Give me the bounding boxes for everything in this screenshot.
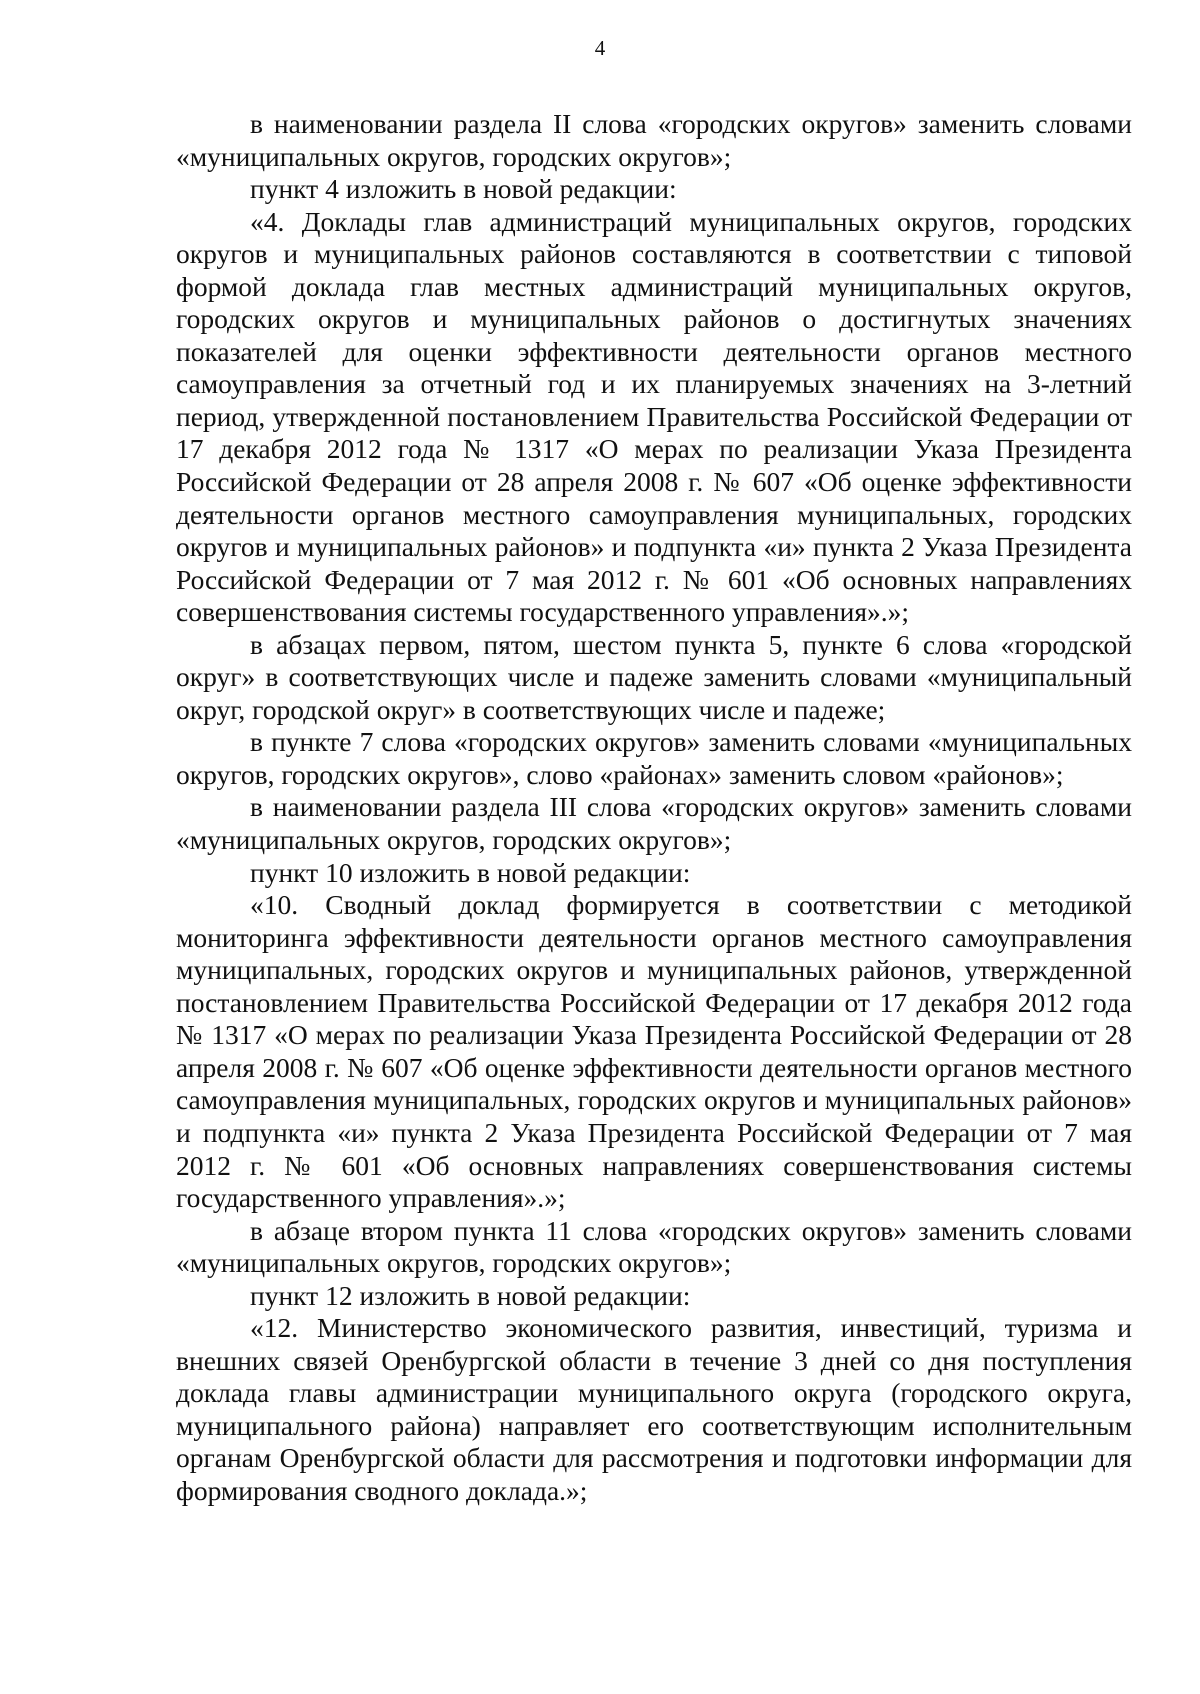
paragraph-point-7: в пункте 7 слова «городских округов» заменить словами «муниципальных округов, городских округов», слово «районах» заменить словом «районов»; [176, 726, 1132, 790]
paragraph-point-12-intro: пункт 12 изложить в новой редакции: [250, 1279, 691, 1311]
paragraph-point-4-text: «4. Доклады глав администраций муниципальных округов, городских округов и муниципальных районов составляются в соответствии с типовой формой доклада глав местных администраций муниципальных округов, городских округов и муниципальных районов о достигнутых значениях показателей для оценки эффективности деятельности органов местного самоуправления за отчетный год и их планируемых значениях на 3-летний период, утвержденной постановлением Правительства Российской Федерации от 17 декабря 2012 года № 1317 «О мерах по реализации Указа Президента Российской Федерации от 28 апреля 2008 г. № 607 «Об оценке эффективности деятельности органов местного самоуправления муниципальных, городских округов и муниципальных районов» и подпункта «и» пункта 2 Указа Президента Российской Федерации от 7 мая 2012 г. № 601 «Об основных направлениях совершенствования системы государственного управления».»; [176, 205, 1132, 628]
paragraph-point-12-text: «12. Министерство экономического развития, инвестиций, туризма и внешних связей Оренбургской области в течение 3 дней со дня поступления доклада главы администрации муниципального округа (городского округа, муниципального района) направляет его соответствующим исполнительным органам Оренбургской области для рассмотрения и подготовки информации для формирования сводного доклада.»; [176, 1312, 1132, 1506]
paragraph-point-10-text: «10. Сводный доклад формируется в соответствии с методикой мониторинга эффективности деятельности органов местного самоуправления муниципальных, городских округов и муниципальных районов, утвержденной постановлением Правительства Российской Федерации от 17 декабря 2012 года № 1317 «О мерах по реализации Указа Президента Российской Федерации от 28 апреля 2008 г. № 607 «Об оценке эффективности деятельности органов местного самоуправления муниципальных, городских округов и муниципальных районов» и подпункта «и» пункта 2 Указа Президента Российской Федерации от 7 мая 2012 г. № 601 «Об основных направлениях совершенствования системы государственного управления».»; [176, 889, 1132, 1214]
page-number: 4 [594, 36, 606, 60]
paragraph-section-iii-title: в наименовании раздела III слова «городских округов» заменить словами «муниципальных округов, городских округов»; [176, 791, 1132, 856]
paragraph-section-ii-title: в наименовании раздела II слова «городских округов» заменить словами «муниципальных округов, городских округов»; [176, 108, 1132, 172]
paragraph-point-10-intro: пункт 10 изложить в новой редакции: [250, 856, 691, 888]
document-body [176, 108, 1132, 1508]
paragraph-point-4-intro: пункт 4 изложить в новой редакции: [250, 173, 677, 205]
paragraph-point-11: в абзаце втором пункта 11 слова «городских округов» заменить словами «муниципальных округов, городских округов»; [176, 1214, 1132, 1279]
paragraph-points-5-6: в абзацах первом, пятом, шестом пункта 5, пункте 6 слова «городской округ» в соответствующих числе и падеже заменить словами «муниципальный округ, городской округ» в соответствующих числе и падеже; [176, 628, 1132, 725]
